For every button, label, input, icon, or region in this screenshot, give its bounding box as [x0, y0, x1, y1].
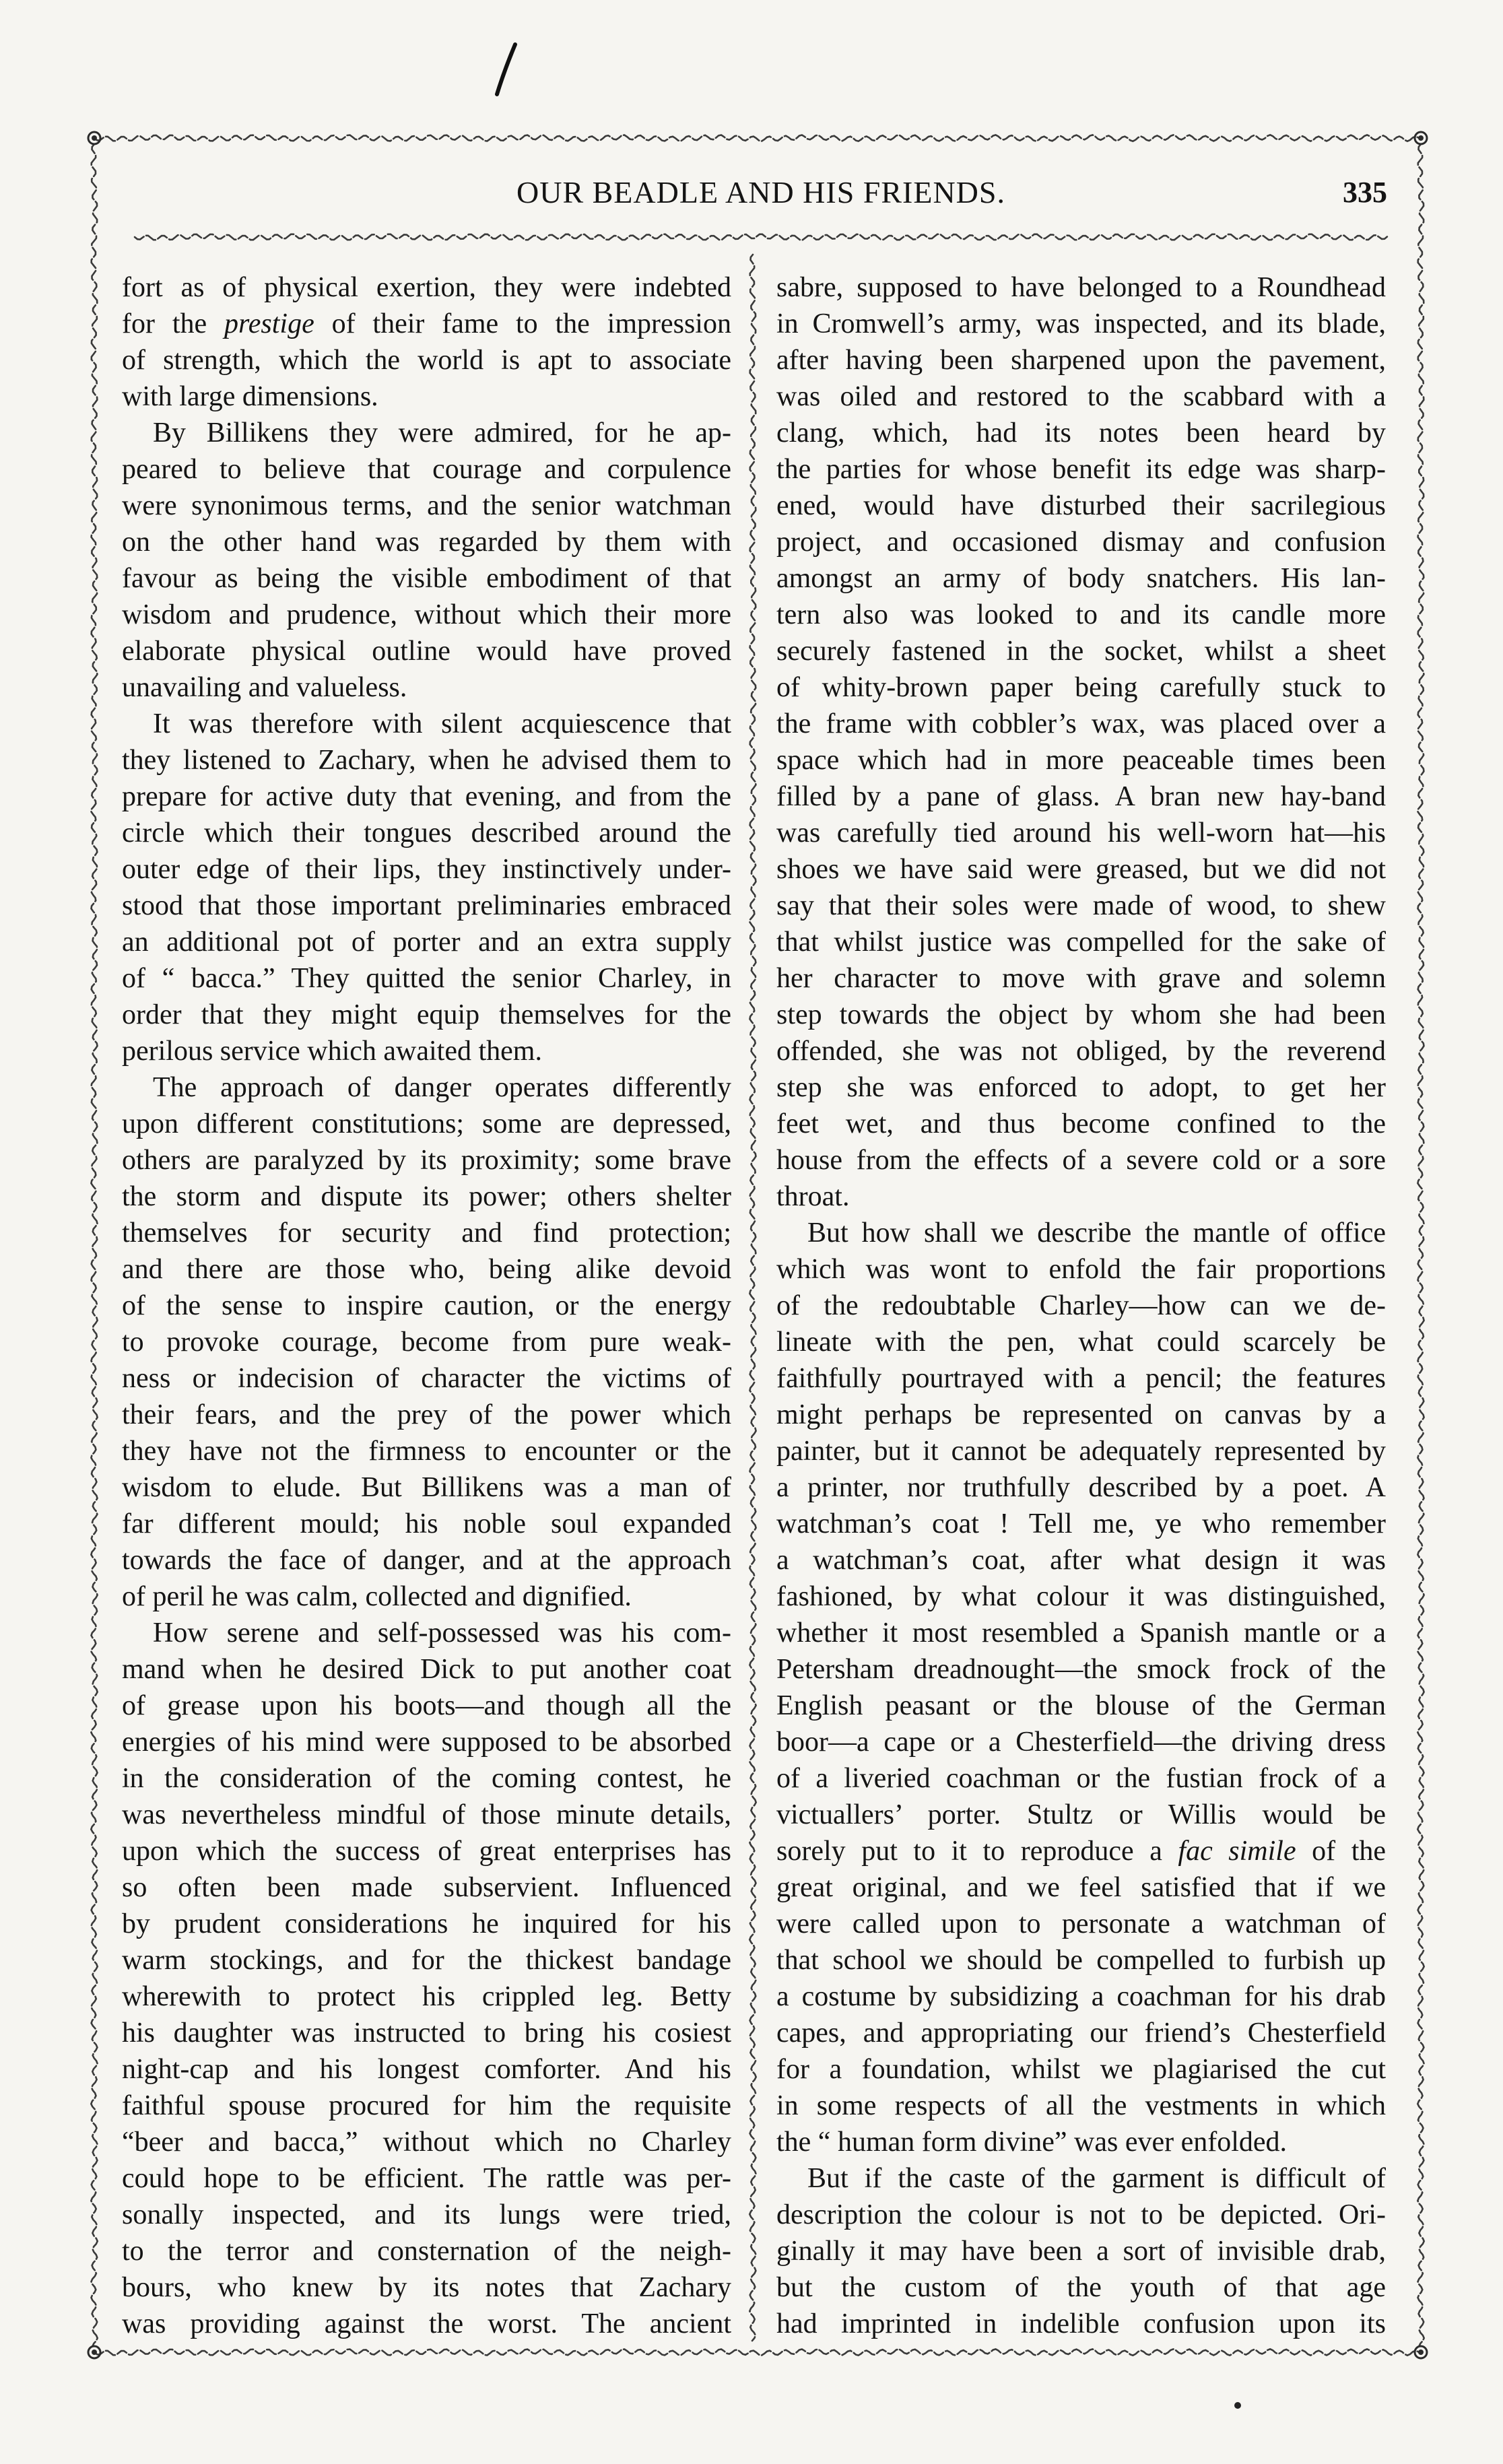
text-line: offended, she was not obliged, by the reverend [776, 1036, 1386, 1067]
paragraph [122, 415, 731, 706]
paragraph [776, 269, 1386, 1215]
text-line: of whity-brown paper being carefully stuck to [776, 672, 1386, 703]
text-line: faithfully pourtrayed with a pencil; the features [776, 1363, 1386, 1394]
text-run: of the [1296, 1836, 1387, 1867]
text-line: far different mould; his noble soul expanded [122, 1508, 731, 1539]
text-line: By Billikens they were admired, for he ap- [153, 418, 731, 448]
italic-word: prestige [224, 308, 314, 339]
text-line: prepare for active duty that evening, and from the [122, 781, 731, 812]
corner-ornament-top-left [88, 132, 100, 144]
text-line: description the colour is not to be depicted. Ori- [776, 2199, 1386, 2230]
text-line: to the terror and consternation of the neigh- [122, 2236, 731, 2267]
text-line: The approach of danger operates differently [153, 1072, 731, 1103]
text-line: they listened to Zachary, when he advised them to [122, 745, 731, 776]
paragraph [776, 2160, 1386, 2342]
text-line: with large dimensions. [122, 381, 378, 412]
text-line: sabre, supposed to have belonged to a Roundhead [776, 272, 1386, 303]
text-line: that whilst justice was compelled for the sake of [776, 927, 1386, 958]
text-line: had imprinted in indelible confusion upon its [776, 2308, 1386, 2339]
text-line: of the sense to inspire caution, or the energy [122, 1290, 731, 1321]
text-line: in some respects of all the vestments in which [776, 2090, 1386, 2121]
text-line [776, 1833, 1386, 1869]
corner-ornament-top-right [1415, 132, 1427, 144]
paragraph [122, 706, 731, 1069]
ink-speck [1234, 2402, 1241, 2409]
text-line: faithful spouse procured for him the requisite [122, 2090, 731, 2121]
text-line: her character to move with grave and solemn [776, 963, 1386, 994]
text-line: But how shall we describe the mantle of office [807, 1218, 1386, 1248]
text-line: were called upon to personate a watchman of [776, 1908, 1386, 1939]
text-line: night-cap and his longest comforter. And his [122, 2054, 731, 2085]
left-column [122, 269, 731, 2342]
text-line: for a foundation, whilst we plagiarised the cut [776, 2054, 1386, 2085]
text-line: fort as of physical exertion, they were indebted [122, 272, 731, 303]
header-underline-rule [135, 234, 1387, 240]
text-line: by prudent considerations he inquired for his [122, 1908, 731, 1939]
text-line: “beer and bacca,” without which no Charley [122, 2127, 731, 2158]
text-line: throat. [776, 1181, 850, 1212]
text-line: But if the caste of the garment is difficult of [807, 2163, 1386, 2194]
text-line: wisdom to elude. But Billikens was a man of [122, 1472, 731, 1503]
page-number: 335 [1343, 176, 1387, 209]
text-line: the storm and dispute its power; others shelter [122, 1181, 731, 1212]
text-run: of their fame to the impression [314, 308, 731, 339]
bottom-border-rule [94, 2349, 1421, 2355]
text-line: victuallers’ porter. Stultz or Willis would be [776, 1799, 1386, 1830]
text-line: a costume by subsidizing a coachman for his drab [776, 1981, 1386, 2012]
text-line: ened, would have disturbed their sacrilegious [776, 490, 1386, 521]
text-line: order that they might equip themselves for the [122, 999, 731, 1030]
text-line: lineate with the pen, what could scarcely be [776, 1327, 1386, 1358]
text-line [122, 306, 731, 342]
text-line: ginally it may have been a sort of invisible drab, [776, 2236, 1386, 2267]
text-line: that school we should be compelled to furbish up [776, 1945, 1386, 1976]
text-line: but the custom of the youth of that age [776, 2272, 1386, 2303]
text-line: fashioned, by what colour it was distinguished, [776, 1581, 1386, 1612]
text-line: was nevertheless mindful of those minute details, [122, 1799, 731, 1830]
text-line: wisdom and prudence, without which their more [122, 599, 731, 630]
text-line: How serene and self-possessed was his com- [153, 1618, 731, 1649]
text-line: of strength, which the world is apt to associate [122, 345, 731, 376]
text-line: favour as being the visible embodiment of that [122, 563, 731, 594]
text-line: clang, which, had its notes been heard by [776, 418, 1386, 448]
text-line: circle which their tongues described around the [122, 818, 731, 848]
text-line: whether it most resembled a Spanish mantle or a [776, 1618, 1386, 1649]
text-line: shoes we have said were greased, but we did not [776, 854, 1386, 885]
paragraph [122, 1069, 731, 1615]
text-line: to provoke courage, become from pure weak- [122, 1327, 731, 1358]
text-line: great original, and we feel satisfied that if we [776, 1872, 1386, 1903]
text-line: was providing against the worst. The ancient [122, 2308, 731, 2339]
text-line: was oiled and restored to the scabbard with a [776, 381, 1386, 412]
text-line: their fears, and the prey of the power which [122, 1399, 731, 1430]
text-line: they have not the firmness to encounter or the [122, 1436, 731, 1467]
corner-ornament-bottom-right [1415, 2346, 1427, 2358]
text-line: bours, who knew by its notes that Zachary [122, 2272, 731, 2303]
text-line: watchman’s coat ! Tell me, ye who remember [776, 1508, 1386, 1539]
text-run: sorely put to it to reproduce a [776, 1836, 1178, 1867]
text-line: were synonimous terms, and the senior watchman [122, 490, 731, 521]
text-line: warm stockings, and for the thickest bandage [122, 1945, 731, 1976]
text-line: the parties for whose benefit its edge was sharp- [776, 454, 1386, 485]
italic-phrase: fac simile [1178, 1836, 1296, 1867]
text-line: say that their soles were made of wood, to shew [776, 890, 1386, 921]
text-line: wherewith to protect his crippled leg. Betty [122, 1981, 731, 2012]
running-head: OUR BEADLE AND HIS FRIENDS. [516, 175, 1005, 209]
corner-ornament-bottom-left [88, 2346, 100, 2358]
text-line: themselves for security and find protection; [122, 1218, 731, 1248]
text-line: mand when he desired Dick to put another coat [122, 1654, 731, 1685]
text-line: his daughter was instructed to bring his cosiest [122, 2018, 731, 2049]
text-line: boor—a cape or a Chesterfield—the driving dress [776, 1727, 1386, 1758]
text-line: tern also was looked to and its candle more [776, 599, 1386, 630]
text-line: was carefully tied around his well-worn hat—his [776, 818, 1386, 848]
text-line: stood that those important preliminaries embraced [122, 890, 731, 921]
text-line: English peasant or the blouse of the German [776, 1690, 1386, 1721]
text-line: It was therefore with silent acquiescence that [153, 708, 731, 739]
text-line: and there are those who, being alike devoid [122, 1254, 731, 1285]
text-line: filled by a pane of glass. A bran new hay-band [776, 781, 1386, 812]
text-line: upon different constitutions; some are depressed, [122, 1108, 731, 1139]
text-line: might perhaps be represented on canvas by a [776, 1399, 1386, 1430]
paragraph [122, 269, 731, 415]
text-line: towards the face of danger, and at the approach [122, 1545, 731, 1576]
text-line: unavailing and valueless. [122, 672, 407, 703]
text-line: in Cromwell’s army, was inspected, and its blade, [776, 308, 1386, 339]
text-line: could hope to be efficient. The rattle was per- [122, 2163, 731, 2194]
text-line: of “ bacca.” They quitted the senior Charley, in [122, 963, 731, 994]
text-line: a watchman’s coat, after what design it was [776, 1545, 1386, 1576]
text-line: house from the effects of a severe cold or a sore [776, 1145, 1386, 1176]
text-line: which was wont to enfold the fair proportions [776, 1254, 1386, 1285]
text-line: painter, but it cannot be adequately represented by [776, 1436, 1386, 1467]
text-line: feet wet, and thus become confined to the [776, 1108, 1386, 1139]
text-line: of a liveried coachman or the fustian frock of a [776, 1763, 1386, 1794]
paragraph [122, 1615, 731, 2342]
text-line: of the redoubtable Charley—how can we de- [776, 1290, 1386, 1321]
handwritten-slash-mark [497, 44, 515, 94]
text-line: amongst an army of body snatchers. His lan- [776, 563, 1386, 594]
text-line: Petersham dreadnought—the smock frock of the [776, 1654, 1386, 1685]
column-divider-rule [749, 255, 756, 2341]
text-line: step towards the object by whom she had been [776, 999, 1386, 1030]
text-line: energies of his mind were supposed to be absorbed [122, 1727, 731, 1758]
text-line: the frame with cobbler’s wax, was placed over a [776, 708, 1386, 739]
text-run: for the [122, 308, 224, 339]
text-line: peared to believe that courage and corpulence [122, 454, 731, 485]
top-border-rule [94, 135, 1421, 141]
text-line: ness or indecision of character the victims of [122, 1363, 731, 1394]
text-line: perilous service which awaited them. [122, 1036, 542, 1067]
right-column [776, 269, 1386, 2342]
text-line: the “ human form divine” was ever enfolded. [776, 2127, 1288, 2158]
text-line: after having been sharpened upon the pavement, [776, 345, 1386, 376]
text-line: outer edge of their lips, they instinctively under- [122, 854, 731, 885]
text-line: on the other hand was regarded by them with [122, 527, 731, 558]
text-line: in the consideration of the coming contest, he [122, 1763, 731, 1794]
text-line: of grease upon his boots—and though all the [122, 1690, 731, 1721]
text-line: a printer, nor truthfully described by a poet. A [776, 1472, 1386, 1503]
left-border-rule [91, 144, 97, 2346]
text-line: elaborate physical outline would have proved [122, 636, 731, 667]
text-line: step she was enforced to adopt, to get her [776, 1072, 1386, 1103]
right-border-rule [1417, 144, 1424, 2346]
text-line: upon which the success of great enterprises has [122, 1836, 731, 1867]
text-line: an additional pot of porter and an extra supply [122, 927, 731, 958]
text-line: of peril he was calm, collected and dignified. [122, 1581, 632, 1612]
text-line: space which had in more peaceable times been [776, 745, 1386, 776]
text-line: sonally inspected, and its lungs were tried, [122, 2199, 731, 2230]
text-line: securely fastened in the socket, whilst a sheet [776, 636, 1386, 667]
text-line: others are paralyzed by its proximity; some brave [122, 1145, 731, 1176]
paragraph [776, 1215, 1386, 2160]
text-line: project, and occasioned dismay and confusion [776, 527, 1386, 558]
text-line: capes, and appropriating our friend’s Chesterfield [776, 2018, 1386, 2049]
text-line: so often been made subservient. Influenced [122, 1872, 731, 1903]
